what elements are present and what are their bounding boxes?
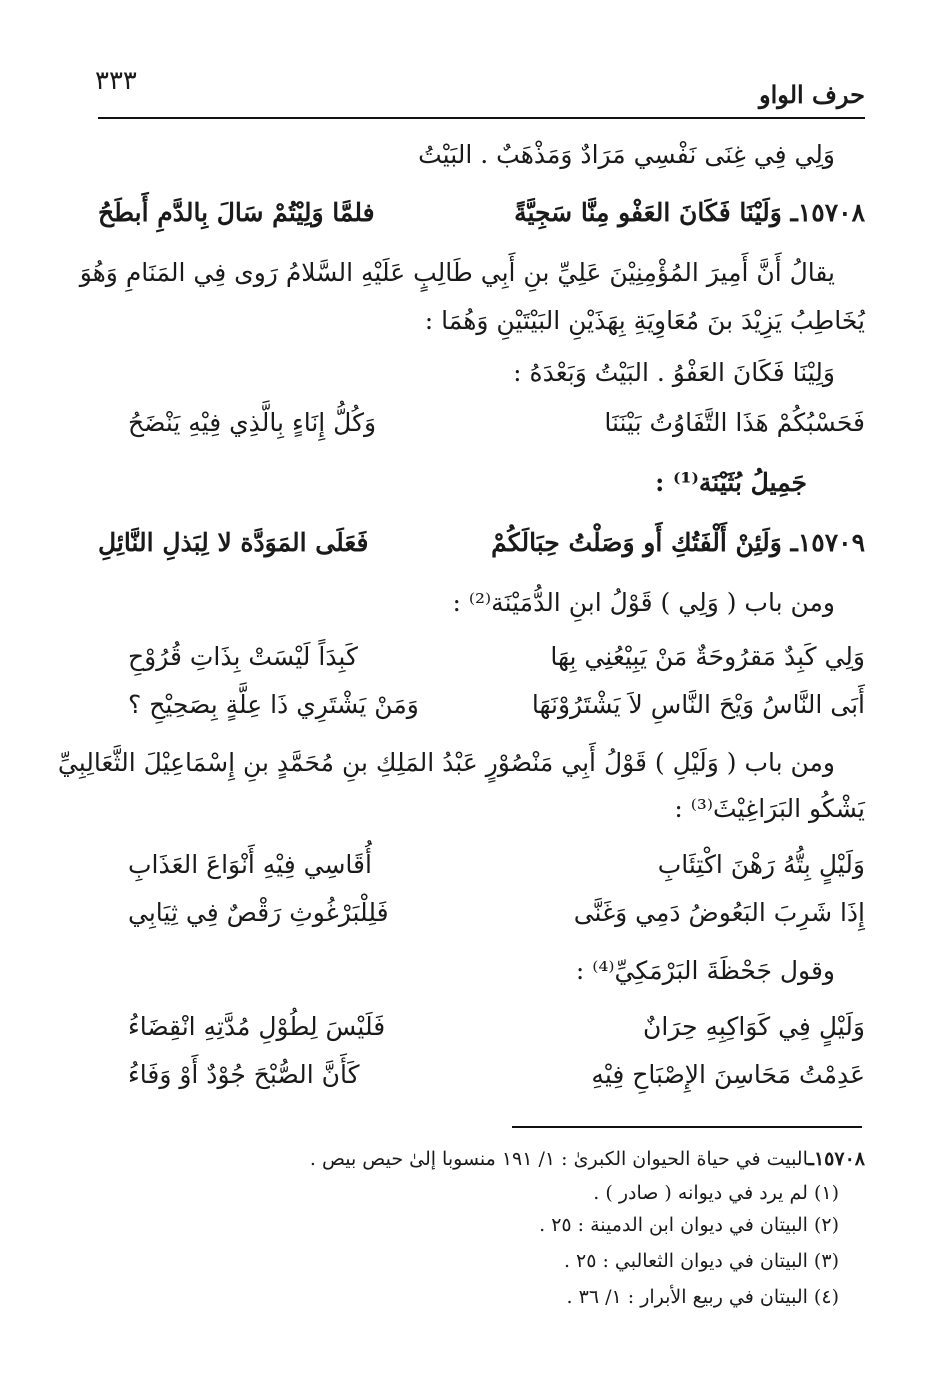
verse-second-hemistich: وَمَنْ يَشْتَرِي ذَا عِلَّةٍ بِصَحِيْحِ ؟ — [128, 690, 419, 719]
text-line: ومن باب ( وَلَيْلِ ) قَوْلُ أَبِي مَنْصُوْرٍ عَبْدُ المَلِكِ بنِ مُحَمَّدٍ بنِ إِسْمَاعِيْلَ الثَّعَالِبِيِّ — [57, 748, 835, 777]
verse-first-hemistich — [491, 528, 865, 557]
verse-first-hemistich: وَلَيْلٍ فِي كَوَاكِبِهِ حِرَانٌ — [643, 1012, 865, 1041]
verse — [98, 408, 865, 446]
text-line: يَشْكُو البَرَاغِيْثَ⁽³⁾ : — [674, 794, 865, 823]
entry-15709 — [98, 528, 865, 566]
verse-second-hemistich: فَعَلَى المَوَدَّة لا لِبَذلِ النَّائِلِ — [98, 528, 369, 557]
verse-first-hemistich: إِذَا شَرِبَ البَعُوضُ دَمِي وَغَنَّى — [573, 898, 865, 927]
footnote-rule — [512, 1126, 862, 1128]
verse — [98, 850, 865, 888]
footnote: (٤) البيتان في ربيع الأبرار : ١/ ٣٦ . — [566, 1286, 839, 1308]
footnote-entry-number: ١٥٧٠٨ـ — [808, 1148, 865, 1170]
poet-attribution: جَمِيلُ بُثَيْنَة⁽¹⁾ : — [655, 468, 807, 497]
verse-second-hemistich: كَأَنَّ الصُّبْحَ جُوْدٌ أَوْ وَفَاءُ — [128, 1060, 360, 1089]
text-line: يقالُ أَنَّ أَمِيرَ المُؤْمِنِيْنَ عَلِيِّ بنِ أَبِي طَالِبٍ عَلَيْهِ السَّلامُ رَوى فِي المَنَامِ وَهُوَ — [79, 258, 835, 287]
verse — [98, 690, 865, 728]
verse-second-hemistich: أُقَاسِي فِيْهِ أَنْوَاعَ العَذَابِ — [128, 850, 372, 879]
entry-number: ١٥٧٠٩ـ — [790, 528, 865, 557]
verse-first-hemistich: فَحَسْبُكُمْ هَذَا التَّفَاوُتُ بَيْنَنَا — [604, 408, 865, 437]
footnote: (٣) البيتان في ديوان الثعالبي : ٢٥ . — [563, 1250, 839, 1272]
text-line: وَلِيْنَا فَكَانَ العَفْوُ . البَيْتُ وَبَعْدَهُ : — [513, 358, 835, 387]
verse-second-hemistich: وَكُلُّ إِنَاءٍ بِالَّذِي فِيْهِ يَنْضَحُ — [128, 408, 377, 437]
verse — [98, 1012, 865, 1050]
verse-first-hemistich — [514, 198, 865, 227]
verse-second-hemistich: فَلَيْسَ لِطُوْلِ مُدَّتِهِ انْقِضَاءُ — [128, 1012, 386, 1041]
text-line: ومن باب ( وَلِي ) قَوْلُ ابنِ الدُّمَيْنَة⁽²⁾ : — [452, 588, 835, 617]
entry-number: ١٥٧٠٨ـ — [790, 198, 865, 227]
entry-15708 — [98, 198, 865, 236]
footnote-text: البيت في حياة الحيوان الكبرىٰ : ١/ ١٩١ منسوبا إلىٰ حيص بيص . — [309, 1148, 809, 1170]
verse-second-hemistich: كَبِدَاً لَيْسَتْ بِذَاتِ قُرُوْحِ — [128, 642, 358, 671]
verse-first-hemistich: عَدِمْتُ مَحَاسِنَ الإِصْبَاحِ فِيْهِ — [591, 1060, 865, 1089]
text-line: وقول جَحْظَةَ البَرْمَكِيِّ⁽⁴⁾ : — [575, 956, 835, 985]
footnote: (٢) البيتان في ديوان ابن الدمينة : ٢٥ . — [539, 1214, 839, 1236]
running-header-title: حرف الواو — [759, 80, 865, 109]
verse — [98, 1060, 865, 1098]
hemistich-text: وَلَيْنَا فَكَانَ العَفْو مِنَّا سَجِيَّةً — [514, 198, 782, 227]
verse-second-hemistich: فَلِلْبَرْغُوثِ رَقْصٌ فِي ثِيَابِي — [128, 898, 389, 927]
verse-first-hemistich: وَلَيْلٍ بِتُّهُ رَهْنَ اكْتِئَابِ — [657, 850, 865, 879]
verse — [98, 898, 865, 936]
verse-second-hemistich: فلمَّا وَلِيْتُمْ سَالَ بِالدَّمِ أَبطَحُ — [98, 198, 375, 227]
text-line: وَلِي فِي غِنَى نَفْسِي مَرَادٌ وَمَذْهَبٌ . البَيْتُ — [418, 140, 835, 169]
header-rule — [98, 117, 865, 119]
verse-first-hemistich: وَلِي كَبِدٌ مَقرُوحَةٌ مَنْ يَبِيْعُنِي بِهَا — [550, 642, 865, 671]
footnote-entry — [310, 1148, 865, 1170]
page-number: ٣٣٣ — [95, 66, 137, 96]
verse-first-hemistich: أَبَى النَّاسُ وَيْحَ النَّاسِ لاَ يَشْتَرُوْنَهَا — [531, 690, 865, 719]
hemistich-text: وَلَئِنْ أَلْفَتُكِ أَو وَصَلْتُ حِبَالَكُمْ — [491, 528, 782, 557]
footnote: (١) لم يرد في ديوانه ( صادر ) . — [593, 1182, 839, 1204]
verse — [98, 642, 865, 680]
text-line: يُخَاطِبُ يَزِيْدَ بنَ مُعَاوِيَةِ بِهَذَيْنِ البَيْتَيْنِ وَهُمَا : — [424, 306, 865, 335]
